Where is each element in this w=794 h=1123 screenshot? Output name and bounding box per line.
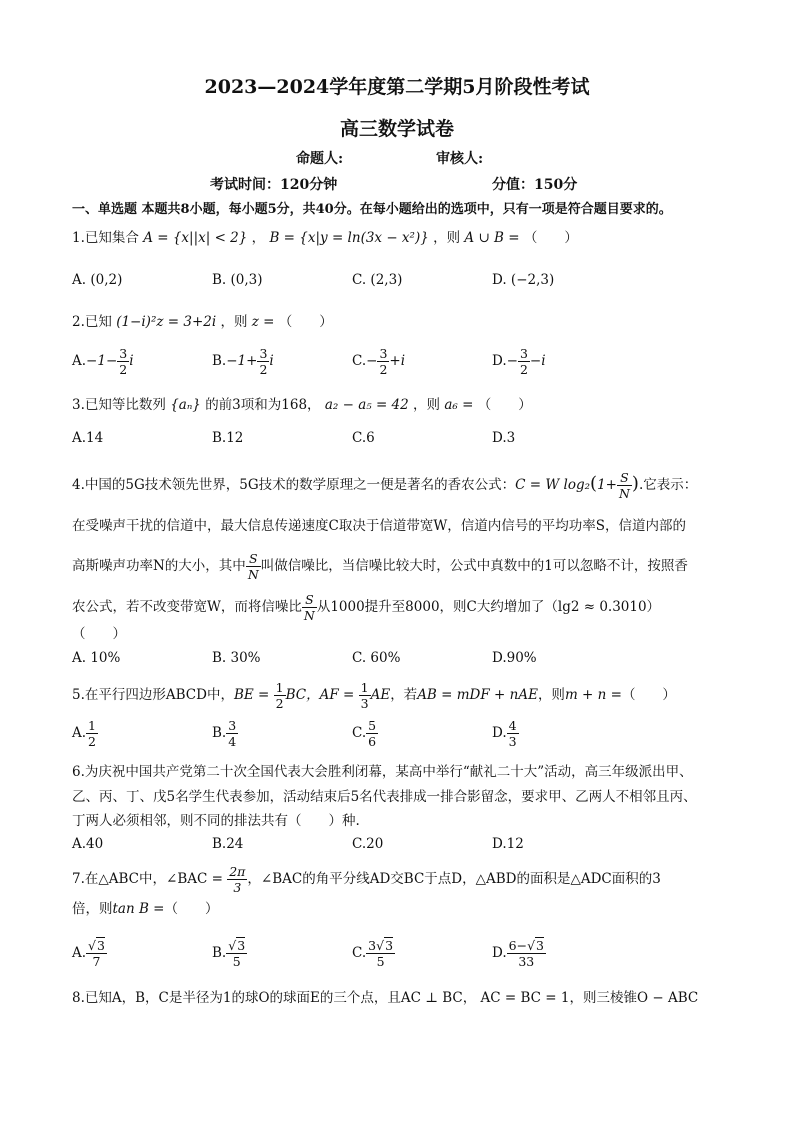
q1-option-c: C. (2,3) (352, 272, 403, 288)
q7-a-label: A. (72, 945, 87, 961)
q7-angle-den: 3 (233, 880, 242, 895)
q7-d-frac (507, 938, 546, 969)
q4-paren-open: ( (590, 473, 598, 494)
q5-a-frac (86, 718, 98, 749)
q5-d-frac (507, 718, 519, 749)
q2-expr: (1−i)²z = 3+2i (116, 314, 217, 330)
q5-v1-frac (274, 680, 286, 711)
q3-option-a: A.14 (72, 430, 104, 446)
q4-line4-a: 农公式，若不改变带宽W，而将信噪比 (72, 599, 302, 615)
q2-option-c (352, 346, 405, 377)
q5-d-num: 4 (508, 718, 517, 733)
q7-expr: tan B = (112, 901, 165, 917)
q3-option-c: C.6 (352, 430, 375, 446)
q4-line1-a: 4.中国的5G技术领先世界，5G技术的数学原理之一便是著名的香农公式： (72, 477, 516, 493)
q7-d-num: 6−√3 (508, 938, 544, 953)
q1-option-a: A. (0,2) (72, 272, 123, 288)
question-1 (72, 228, 732, 248)
q7-option-d (492, 938, 546, 969)
q5-a-label: A. (72, 725, 87, 741)
q4-formula-frac (617, 470, 632, 501)
q2-option-d (492, 346, 546, 377)
q2-d-pre: − (506, 353, 518, 369)
q4-formula-num: S (617, 470, 632, 486)
q2-c-pre: − (366, 353, 378, 369)
exam-subtitle: 高三数学试卷 (339, 118, 454, 140)
q5-c-label: C. (352, 725, 367, 741)
q7-b-num: √3 (228, 938, 246, 953)
q3-option-d: D.3 (492, 430, 516, 446)
q4-blank: （ ） (72, 626, 126, 642)
q7-c-num: 3√3 (368, 938, 394, 953)
question-4-line-4 (72, 592, 732, 623)
question-4-line-2: 在受噪声干扰的信道中，最大信息传递速度C取决于信道带宽W，信道内信号的平均功率S，信道内部的 (72, 518, 686, 534)
q2-d-label: D. (492, 353, 507, 369)
q2-b-label: B. (212, 353, 227, 369)
q7-a-den: 7 (92, 954, 101, 969)
q2-blank: （ ） (278, 314, 333, 330)
q2-a-pre: −1− (86, 353, 118, 369)
q7-text-a: 7.在△ABC中，∠BAC = (72, 871, 228, 887)
q7-b-den: 5 (232, 954, 241, 969)
exam-time: 考试时间：120分钟 (210, 177, 338, 193)
q5-a-num: 1 (88, 718, 96, 733)
q3-text-c: ，则 (413, 397, 441, 413)
q7-option-c (352, 938, 395, 969)
q1-expr: A ∪ B = (464, 230, 520, 246)
q5-d-label: D. (492, 725, 507, 741)
question-6-line-3: 丁两人必须相邻，则不同的排法共有（ ）种. (72, 813, 360, 829)
q1-set-a: A = {x||x| < 2} (143, 230, 248, 246)
q4-paren-close: ) (631, 473, 639, 494)
q7-b-frac (226, 938, 247, 969)
q4-paren-pre: 1+ (597, 477, 617, 493)
question-3 (72, 395, 732, 415)
q6-option-b: B.24 (212, 836, 244, 852)
q7-c-coef: 3 (368, 938, 377, 953)
q5-v2: ，AF = (306, 687, 359, 703)
question-7-line-2 (72, 899, 732, 919)
q7-d-label: D. (492, 945, 507, 961)
q2-d-den: 2 (519, 362, 528, 377)
q5-v2-frac (359, 680, 371, 711)
q5-c-frac (366, 718, 378, 749)
q2-d-post: −i (529, 353, 546, 369)
q2-c-frac (377, 346, 389, 377)
q7-a-rad: 3 (97, 938, 105, 953)
q1-option-d: D. (−2,3) (492, 272, 555, 288)
q3-blank: （ ） (477, 397, 532, 413)
q5-v1-num: 1 (275, 680, 284, 695)
q5-c-num: 5 (368, 718, 377, 733)
q2-a-post: i (129, 353, 134, 369)
q2-text-b: ，则 (220, 314, 248, 330)
q5-v2-post: AE (370, 687, 391, 703)
q5-v1-den: 2 (275, 696, 284, 711)
q5-v2-num: 1 (360, 680, 369, 695)
q4-line3-frac (246, 551, 261, 582)
q2-d-num: 3 (519, 346, 528, 361)
q2-text-a: 2.已知 (72, 314, 112, 330)
reviewer-label: 审核人: (436, 151, 484, 167)
q4-option-a: A. 10% (72, 650, 121, 666)
q7-a-frac (86, 938, 107, 969)
question-7-line-1 (72, 864, 732, 895)
question-8: 8.已知A，B，C是半径为1的球O的球面E的三个点，且AC ⊥ BC， AC = BC = 1，则三棱锥O − ABC (72, 990, 699, 1006)
q7-blank: （ ） (164, 901, 219, 917)
q2-d-frac (518, 346, 530, 377)
q3-text-a: 3.已知等比数列 (72, 397, 166, 413)
q7-c-label: C. (352, 945, 367, 961)
q4-line3-b: 叫做信噪比，当信噪比较大时，公式中真数中的1可以忽略不计，按照香 (260, 558, 688, 574)
q5-option-b (212, 718, 238, 749)
q4-formula-pre: C = W log₂ (515, 477, 591, 493)
q3-expr2: a₆ = (444, 397, 474, 413)
q2-a-den: 2 (119, 362, 128, 377)
q4-option-c: C. 60% (352, 650, 401, 666)
q2-b-frac (257, 346, 269, 377)
q2-b-den: 2 (259, 362, 268, 377)
q5-b-num: 3 (228, 718, 237, 733)
q4-option-d: D.90% (492, 650, 537, 666)
q2-b-num: 3 (259, 346, 268, 361)
q7-d-rad: 3 (536, 938, 544, 953)
q5-c-den: 6 (368, 734, 377, 749)
q3-seq: {aₙ} (170, 397, 201, 413)
question-6-line-1: 6.为庆祝中国共产党第二十次全国代表大会胜利闭幕，某高中举行“献礼二十大”活动，高三年级派出甲、 (72, 764, 693, 780)
q7-angle-frac (227, 864, 247, 895)
q5-option-a (72, 718, 98, 749)
q1-text-b: ， (251, 230, 266, 246)
q7-a-num: √3 (88, 938, 105, 953)
q2-option-b (212, 346, 274, 377)
q7-option-b (212, 938, 247, 969)
q6-option-c: C.20 (352, 836, 384, 852)
q5-b-frac (226, 718, 238, 749)
q1-option-b: B. (0,3) (212, 272, 263, 288)
q2-option-a (72, 346, 134, 377)
q7-c-rad: 3 (385, 938, 394, 953)
q2-c-label: C. (352, 353, 367, 369)
q5-a-den: 2 (88, 734, 96, 749)
q4-line4-frac (302, 592, 317, 623)
q7-option-a (72, 938, 107, 969)
q3-text-b: 的前3项和为168， (205, 397, 321, 413)
q2-a-label: A. (72, 353, 87, 369)
q7-b-label: B. (212, 945, 227, 961)
q1-text-a: 1.已知集合 (72, 230, 139, 246)
q6-option-d: D.12 (492, 836, 524, 852)
question-4-line-3 (72, 551, 732, 582)
q2-c-post: +i (389, 353, 406, 369)
q4-formula-den: N (618, 486, 630, 501)
q7-text-b: ，∠BAC的角平分线AD交BC于点D，△ABD的面积是△ADC面积的3 (247, 871, 661, 887)
q5-v1-post: BC (285, 687, 307, 703)
question-4-line-1 (72, 470, 732, 501)
q1-blank: （ ） (523, 230, 578, 246)
q4-line4-num: S (302, 592, 317, 608)
q2-a-num: 3 (119, 346, 128, 361)
q5-option-d (492, 718, 519, 749)
q5-text-c: ，则 (537, 687, 565, 703)
question-5 (72, 680, 732, 711)
q5-option-c (352, 718, 378, 749)
setter-label: 命题人: (296, 151, 344, 167)
q5-v2-den: 3 (360, 696, 369, 711)
q5-expr2: m + n = (564, 687, 622, 703)
q4-line3-a: 高斯噪声功率N的大小，其中 (72, 558, 246, 574)
q5-b-den: 4 (228, 734, 237, 749)
q7-line2-a: 倍，则 (72, 901, 113, 917)
q5-expr: AB = mDF + nAE (417, 687, 538, 703)
q2-b-pre: −1+ (226, 353, 258, 369)
q2-c-num: 3 (379, 346, 388, 361)
q4-line4-b: 从1000提升至8000，则C大约增加了（lg2 ≈ 0.3010） (316, 599, 661, 615)
q5-b-label: B. (212, 725, 227, 741)
q1-text-c: ，则 (433, 230, 461, 246)
exam-score: 分值：150分 (492, 177, 578, 193)
q4-line3-den: N (247, 567, 259, 582)
q4-line3-num: S (246, 551, 261, 567)
q2-c-den: 2 (379, 362, 388, 377)
q7-b-rad: 3 (237, 938, 246, 953)
q2-b-post: i (269, 353, 274, 369)
exam-title: 2023—2024学年度第二学期5月阶段性考试 (204, 76, 590, 98)
q7-d-den: 33 (518, 954, 535, 969)
q5-d-den: 3 (508, 734, 517, 749)
q5-text-b: ，若 (390, 687, 418, 703)
q7-c-frac (366, 938, 395, 969)
question-6-line-2: 乙、丙、丁、戊5名学生代表参加，活动结束后5名代表排成一排合影留念，要求甲、乙两人不相邻且丙、 (72, 789, 697, 805)
q2-expr2: z = (251, 314, 275, 330)
q3-option-b: B.12 (212, 430, 244, 446)
q4-line4-den: N (303, 608, 315, 623)
q7-c-den: 5 (376, 954, 385, 969)
q7-angle-num: 2π (229, 864, 246, 879)
q3-expr: a₂ − a₅ = 42 (324, 397, 409, 413)
q5-text-a: 5.在平行四边形ABCD中， (72, 687, 234, 703)
q7-d-pre: 6− (508, 938, 528, 953)
question-2 (72, 312, 732, 332)
q5-v1: BE = (233, 687, 274, 703)
q2-a-frac (117, 346, 129, 377)
q4-option-b: B. 30% (212, 650, 261, 666)
q4-line1-b: .它表示： (638, 477, 698, 493)
q5-blank: （ ） (621, 687, 676, 703)
q1-set-b: B = {x|y = ln(3x − x²)} (269, 230, 429, 246)
section-heading: 一、单选题 本题共8小题，每小题5分，共40分。在每小题给出的选项中，只有一项是符合题目要求的。 (72, 202, 672, 217)
q6-option-a: A.40 (72, 836, 104, 852)
